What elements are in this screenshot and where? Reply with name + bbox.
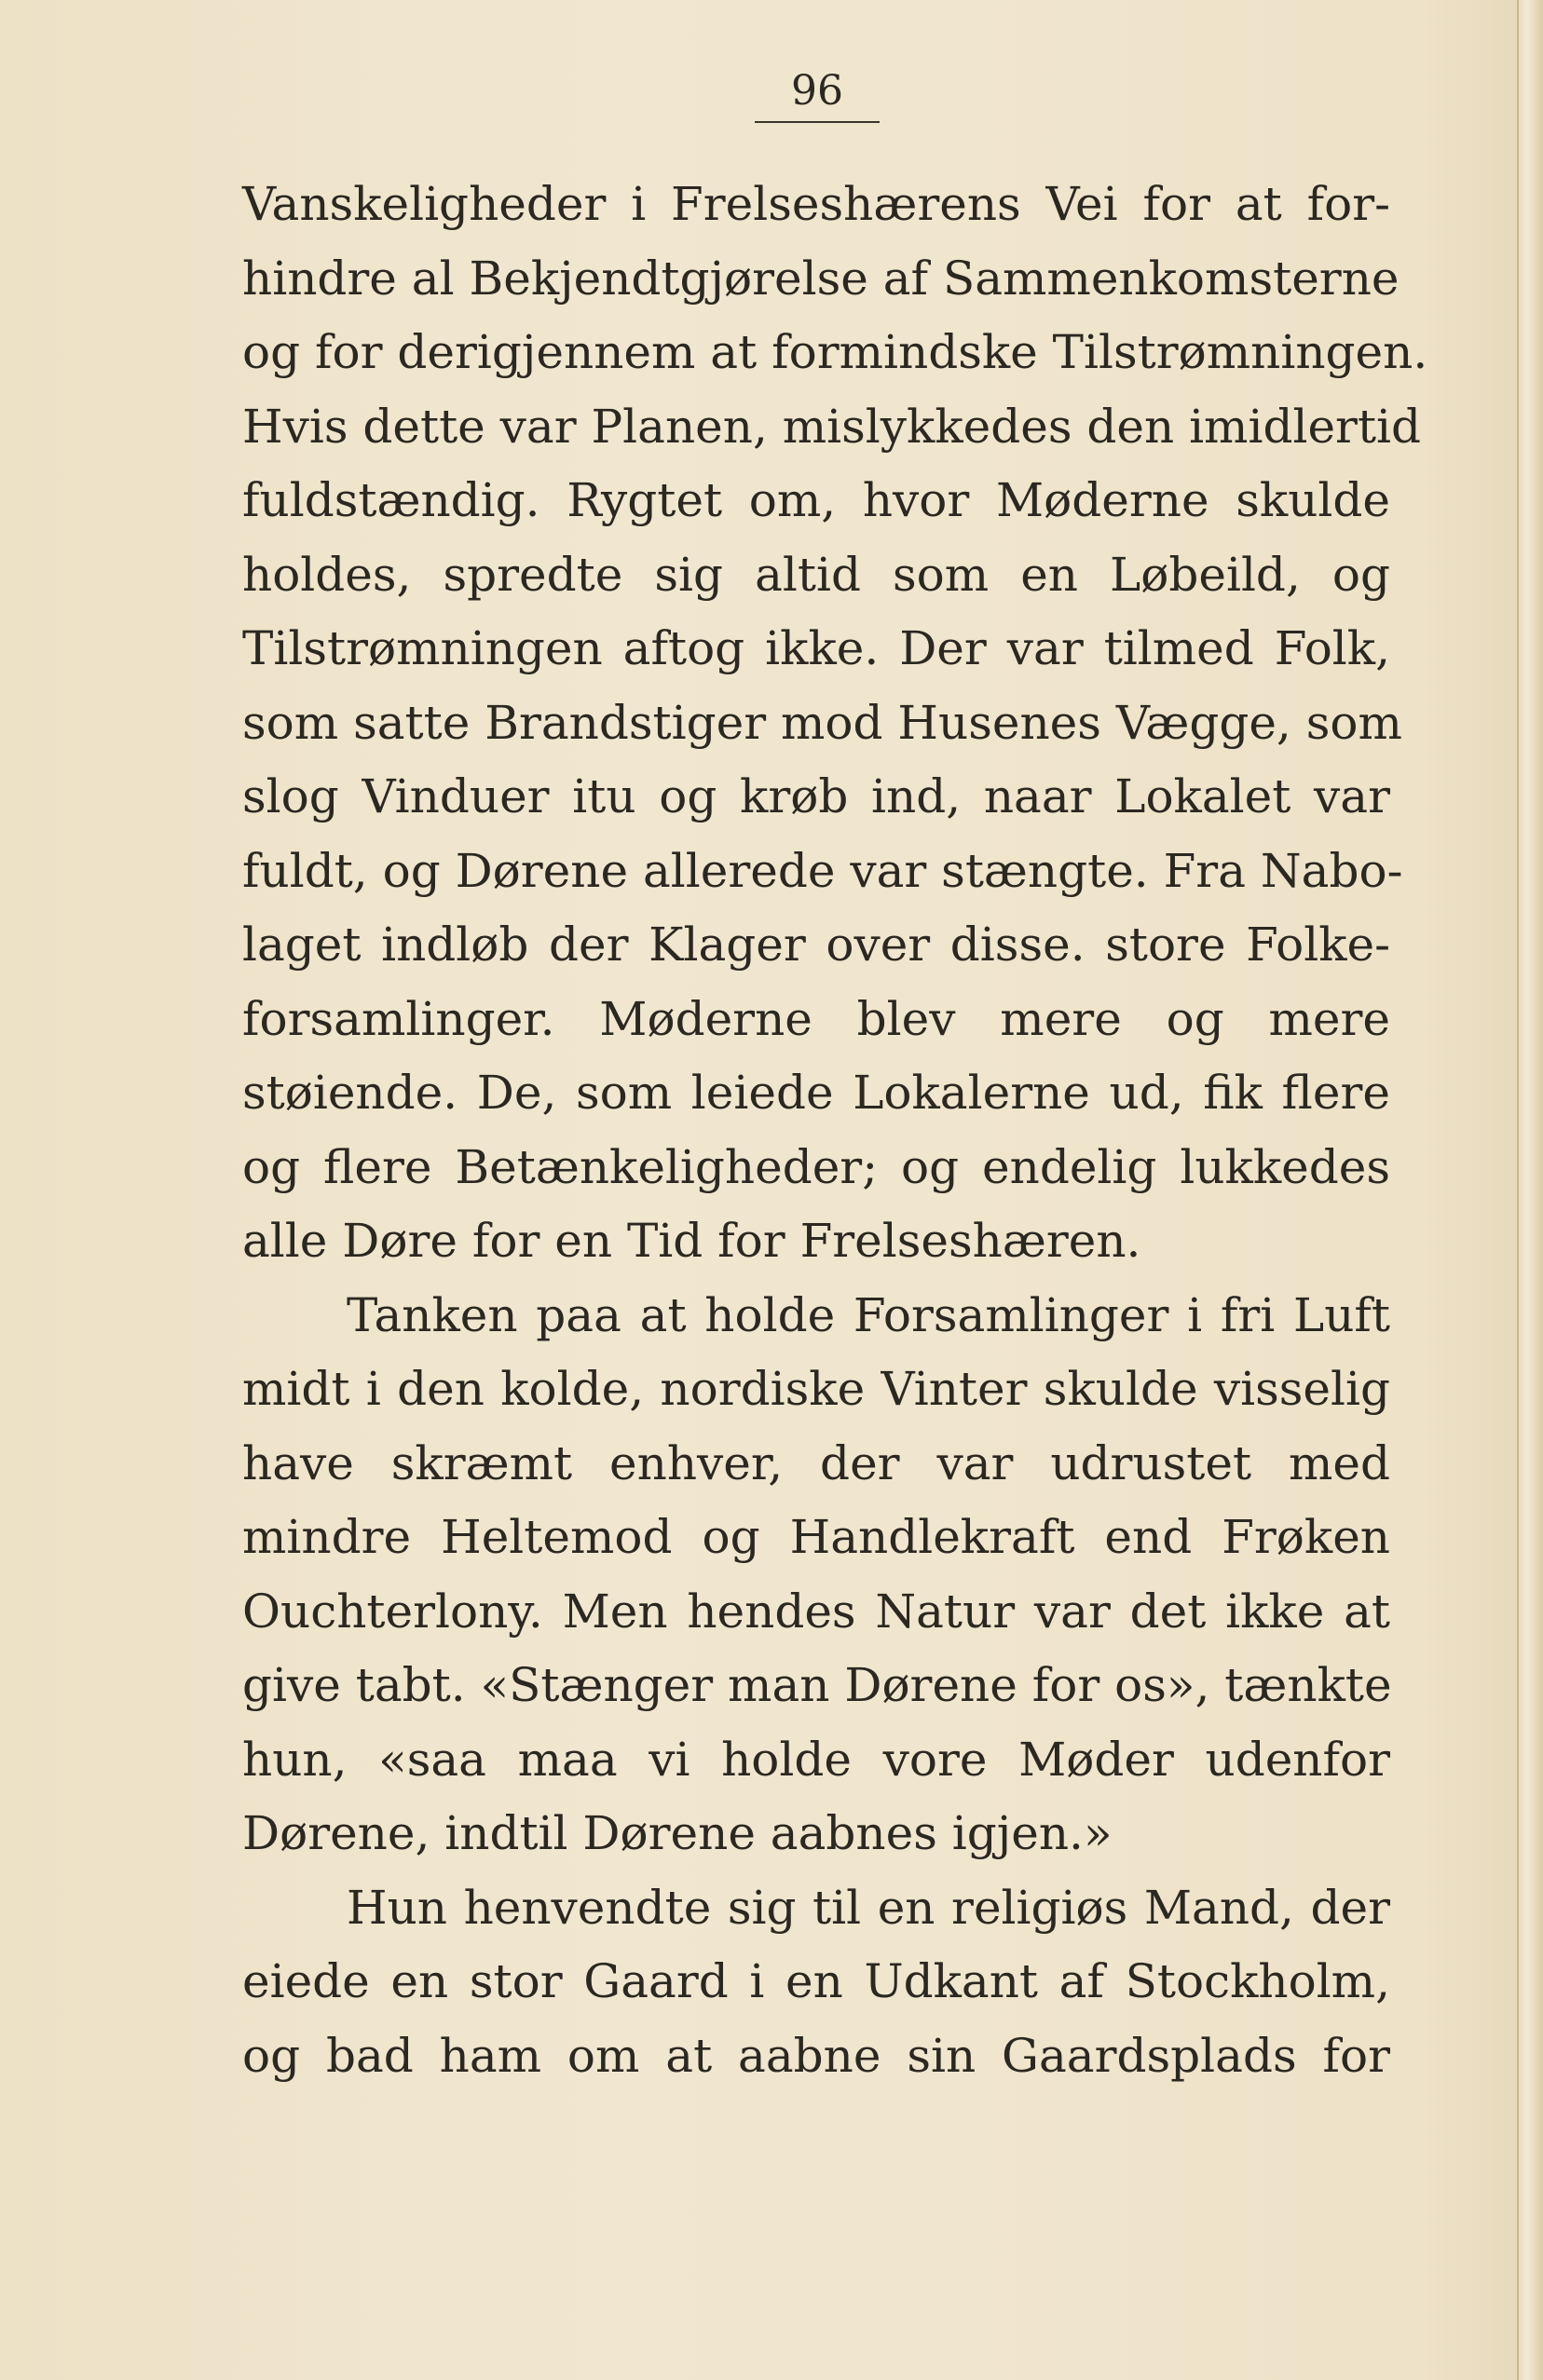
text-line: laget indløb der Klager over disse. store Folke- bbox=[242, 918, 1390, 972]
page-edge bbox=[1517, 0, 1543, 2380]
text-line: have skræmt enhver, der var udrustet med bbox=[242, 1435, 1390, 1490]
text-line: Hvis dette var Planen, mislykkedes den imidlertid bbox=[242, 399, 1422, 454]
text-line: hun, «saa maa vi holde vore Møder udenfor bbox=[242, 1732, 1390, 1787]
page-number: 96 bbox=[755, 67, 880, 123]
text-line: Tilstrømningen aftog ikke. Der var tilmed Folk, bbox=[242, 621, 1390, 675]
text-line: eiede en stor Gaard i en Udkant af Stockholm, bbox=[242, 1954, 1390, 2008]
text-line: støiende. De, som leiede Lokalerne ud, fik flere bbox=[242, 1066, 1390, 1120]
text-line: fuldt, og Dørene allerede var stængte. Fra Nabo- bbox=[242, 843, 1403, 898]
text-line: Ouchterlony. Men hendes Natur var det ikke at bbox=[242, 1584, 1390, 1639]
text-line: og bad ham om at aabne sin Gaardsplads for bbox=[242, 2028, 1390, 2083]
text-line: Hun henvendte sig til en religiøs Mand, der bbox=[347, 1880, 1390, 1935]
text-line: give tabt. «Stænger man Dørene for os», tænkte bbox=[242, 1658, 1392, 1712]
text-line: holdes, spredte sig altid som en Løbeild, og bbox=[242, 547, 1390, 602]
text-line: forsamlinger. Møderne blev mere og mere bbox=[242, 991, 1390, 1046]
text-line: Tanken paa at holde Forsamlinger i fri Luft bbox=[347, 1287, 1390, 1342]
text-line: Vanskeligheder i Frelseshærens Vei for at for- bbox=[242, 177, 1390, 231]
text-line: Dørene, indtil Dørene aabnes igjen.» bbox=[242, 1806, 1113, 1860]
text-line: som satte Brandstiger mod Husenes Vægge, som bbox=[242, 695, 1402, 750]
text-line: slog Vinduer itu og krøb ind, naar Lokalet var bbox=[242, 769, 1390, 823]
text-line: og flere Betænkeligheder; og endelig lukkedes bbox=[242, 1139, 1390, 1194]
text-line: og for derigjennem at formindske Tilstrømningen. bbox=[242, 325, 1428, 379]
text-line: alle Døre for en Tid for Frelseshæren. bbox=[242, 1214, 1141, 1268]
body-text bbox=[242, 168, 1428, 2093]
text-line: hindre al Bekjendtgjørelse af Sammenkomsterne bbox=[242, 251, 1400, 306]
text-line: mindre Heltemod og Handlekraft end Frøken bbox=[242, 1510, 1390, 1564]
text-line: midt i den kolde, nordiske Vinter skulde visselig bbox=[242, 1362, 1390, 1416]
text-line: fuldstændig. Rygtet om, hvor Møderne skulde bbox=[242, 473, 1390, 527]
